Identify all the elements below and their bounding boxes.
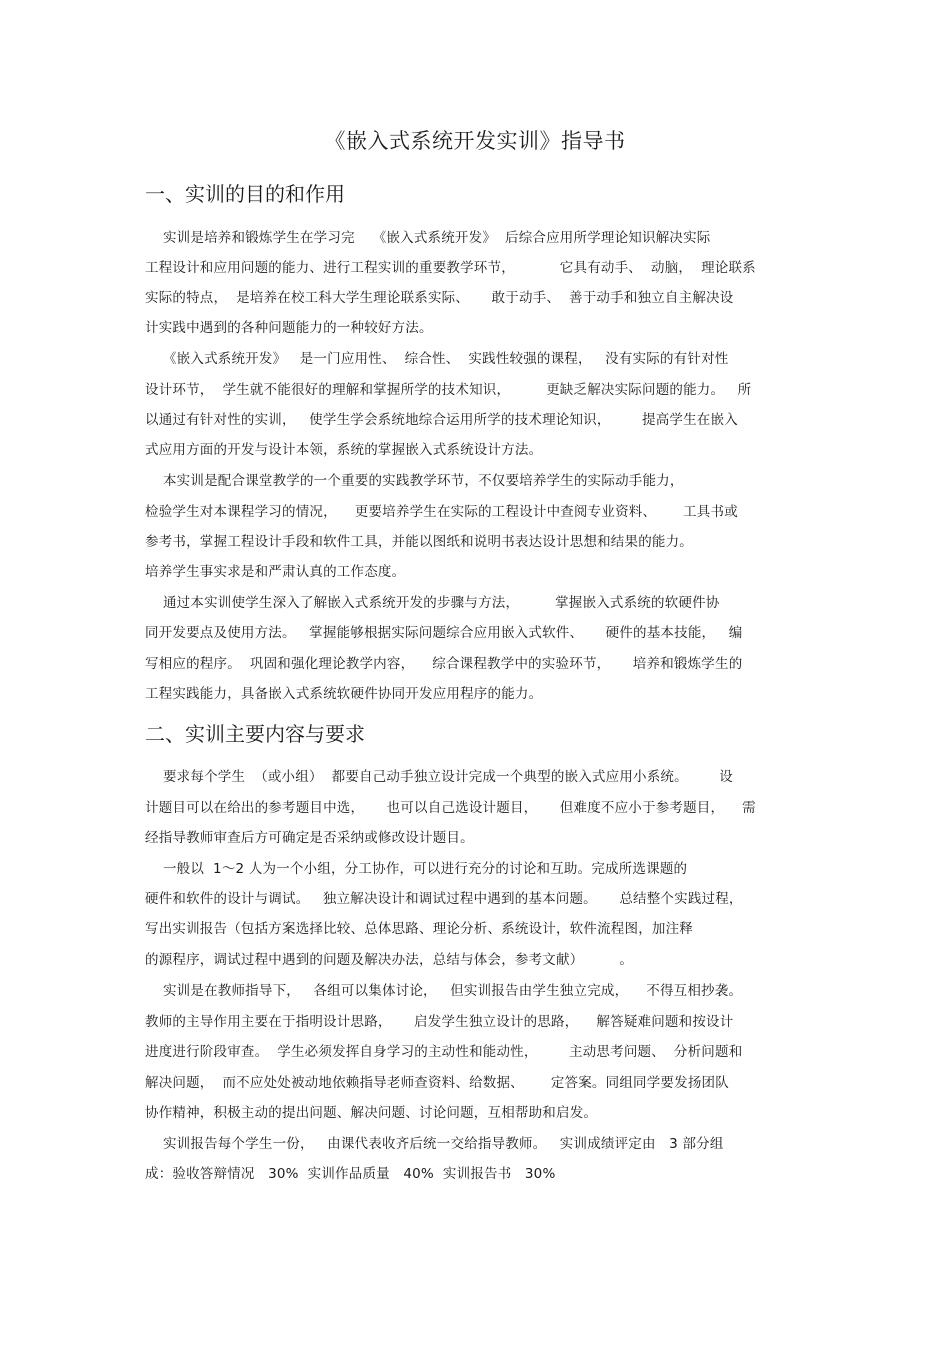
- paragraph-line: 培养学生事实求是和严肃认真的工作态度。: [145, 564, 406, 580]
- paragraph-line: 教师的主导作用主要在于指明设计思路， 启发学生独立设计的思路， 解答疑难问题和按设计: [145, 1014, 734, 1030]
- paragraph-line: 的源程序，调试过程中遇到的问题及解决办法，总结与体会，参考文献） 。: [145, 952, 634, 968]
- document-title: 《嵌入式系统开发实训》指导书: [324, 129, 626, 153]
- section-heading-1: 一、实训的目的和作用: [145, 182, 345, 206]
- paragraph-line: 通过本实训使学生深入了解嵌入式系统开发的步骤与方法， 掌握嵌入式系统的软硬件协: [145, 595, 720, 611]
- paragraph-line: 检验学生对本课程学习的情况， 更要培养学生在实际的工程设计中查阅专业资料、 工具书或: [145, 504, 738, 520]
- paragraph-line: 硬件和软件的设计与调试。 独立解决设计和调试过程中遇到的基本问题。 总结整个实践过程，: [145, 891, 743, 907]
- paragraph-line: 实训是培养和锻炼学生在学习完 《嵌入式系统开发》 后综合应用所学理论知识解决实际: [145, 230, 711, 246]
- paragraph-line: 写出实训报告（包括方案选择比较、总体思路、理论分析、系统设计，软件流程图，加注释: [145, 921, 693, 937]
- paragraph-line: 本实训是配合课堂教学的一个重要的实践教学环节，不仅要培养学生的实际动手能力，: [145, 473, 684, 489]
- section-heading-2: 二、实训主要内容与要求: [145, 722, 365, 746]
- paragraph-line: 同开发要点及使用方法。 掌握能够根据实际问题综合应用嵌入式软件、 硬件的基本技能， 编: [145, 625, 743, 641]
- paragraph-line: 协作精神，积极主动的提出问题、解决问题、讨论问题，互相帮助和启发。: [145, 1105, 598, 1121]
- paragraph-line: 计题目可以在给出的参考题目中选， 也可以自己选设计题目， 但难度不应小于参考题目， 需: [145, 800, 756, 816]
- paragraph-line: 经指导教师审查后方可确定是否采纳或修改设计题目。: [145, 830, 474, 846]
- paragraph-line: 设计环节， 学生就不能很好的理解和掌握所学的技术知识， 更缺乏解决实际问题的能力。 所: [145, 382, 752, 398]
- paragraph-line: 要求每个学生 （或小组） 都要自己动手独立设计完成一个典型的嵌入式应用小系统。 设: [145, 769, 733, 785]
- paragraph-line: 参考书，掌握工程设计手段和软件工具，并能以图纸和说明书表达设计思想和结果的能力。: [145, 534, 693, 550]
- paragraph-line: 计实践中遇到的各种问题能力的一种较好方法。: [145, 320, 433, 336]
- paragraph-line: 实训是在教师指导下， 各组可以集体讨论， 但实训报告由学生独立完成， 不得互相抄袭。: [145, 983, 743, 999]
- paragraph-line: 解决问题， 而不应处处被动地依赖指导老师查资料、给数据、 定答案。同组同学要发扬团队: [145, 1075, 729, 1091]
- paragraph-line: 实际的特点， 是培养在校工科大学生理论联系实际、 敢于动手、 善于动手和独立自主解决设: [145, 290, 734, 306]
- paragraph-line: 工程实践能力，具备嵌入式系统软硬件协同开发应用程序的能力。: [145, 686, 543, 702]
- paragraph-line: 式应用方面的开发与设计本领，系统的掌握嵌入式系统设计方法。: [145, 442, 543, 458]
- paragraph-line: 成：验收答辩情况 30% 实训作品质量 40% 实训报告书 30%: [145, 1166, 556, 1182]
- paragraph-line: 工程设计和应用问题的能力、进行工程实训的重要教学环节， 它具有动手、 动脑， 理论联系: [145, 260, 756, 276]
- paragraph-line: 《嵌入式系统开发》 是一门应用性、 综合性、 实践性较强的课程， 没有实际的有针对性: [145, 351, 729, 367]
- paragraph-line: 一般以 1～2 人为一个小组，分工协作，可以进行充分的讨论和互助。完成所选课题的: [145, 861, 688, 877]
- paragraph-line: 进度进行阶段审查。 学生必须发挥自身学习的主动性和能动性， 主动思考问题、 分析问题和: [145, 1044, 743, 1060]
- paragraph-line: 写相应的程序。 巩固和强化理论教学内容， 综合课程教学中的实验环节， 培养和锻炼学生的: [145, 656, 743, 672]
- paragraph-line: 实训报告每个学生一份， 由课代表收齐后统一交给指导教师。 实训成绩评定由 3 部分组: [145, 1136, 724, 1152]
- paragraph-line: 以通过有针对性的实训， 使学生学会系统地综合运用所学的技术理论知识， 提高学生在嵌入: [145, 412, 738, 428]
